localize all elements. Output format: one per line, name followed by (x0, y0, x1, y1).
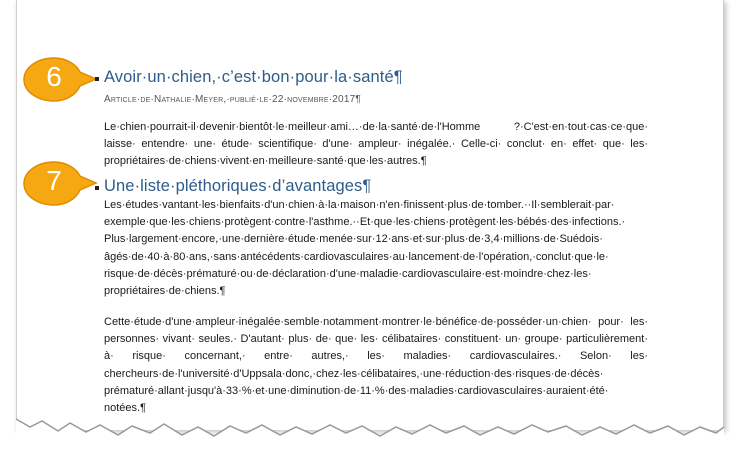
callout-6 (18, 56, 98, 109)
article-title[interactable]: Avoir·un·chien,·c’est·bon·pour·la·santé¶ (104, 68, 403, 86)
heading-bullet (95, 186, 99, 190)
article-byline[interactable]: Article·de·Nathalie·Meyer,·publié·le·22·novembre·2017¶ (104, 94, 361, 105)
body-paragraph[interactable]: Les·études·vantant·les·bienfaits·d'un·chien·à·la·maison·n'en·finissent·plus·de·tomber.··Il·semblerait·par· exemple·que·les·chiens·protègent·contre·l'asthme.··Et·que·les·chiens·protègent·les·bébés·des·infections.· Plus·largement·encore,·une·dernière·étude·menée·sur·12·ans·et·sur·plus·de·3,4·millions·de·Suédois· âgés·de·40·à·80·ans,·sans·antécédents·cardiovasculaires·au·lancement·de·l'opération,·conclut·que·le· risque·de·décès·prématuré·ou·de·déclaration·d'une·maladie·cardiovasculaire·est·moindre·chez·les· propriétaires·de·chiens.¶ (104, 199, 626, 298)
section-heading[interactable]: Une·liste·pléthoriques·d’avantages¶ (104, 177, 372, 195)
body-paragraph[interactable]: Cette·étude·d'une·ampleur·inégalée·semble·notamment·montrer·le·bénéfice·de·posséder·un·chien· pour· les· personnes· vivant· seules.· D'autant· plus· de· que· les· célibataires· constituent· un· groupe· particulièrement· à· risque· concernant,· entre· autres,· les· maladies· cardiovasculaires.· Selon· les· chercheurs·de·l'université·d'Uppsala·donc,·chez·les·célibataires,·une·réduction·des·risques·de·décès· prématuré·allant·jusqu'à·33·%·et·une·diminution·de·11·%·des·maladies·cardiovasculaires·auraient·été· notées.¶ (104, 316, 648, 415)
callout-number: 6 (46, 61, 62, 92)
intro-paragraph[interactable]: Le·chien·pourrait-il·devenir·bientôt·le·meilleur·ami…·de·la·santé·de·l'Homme ?·C'est·en·tout·cas·ce·que· laisse· entendre· une· étude· scientifique· d'une· ampleur· inégalée.· Celle-ci· conclut· en· effet· que· les· propriétaires·de·chiens·vivent·en·meilleure·santé·que·les·autres.¶ (104, 121, 648, 168)
heading-bullet (95, 77, 99, 81)
callout-7 (18, 160, 98, 213)
callout-number: 7 (46, 165, 62, 196)
